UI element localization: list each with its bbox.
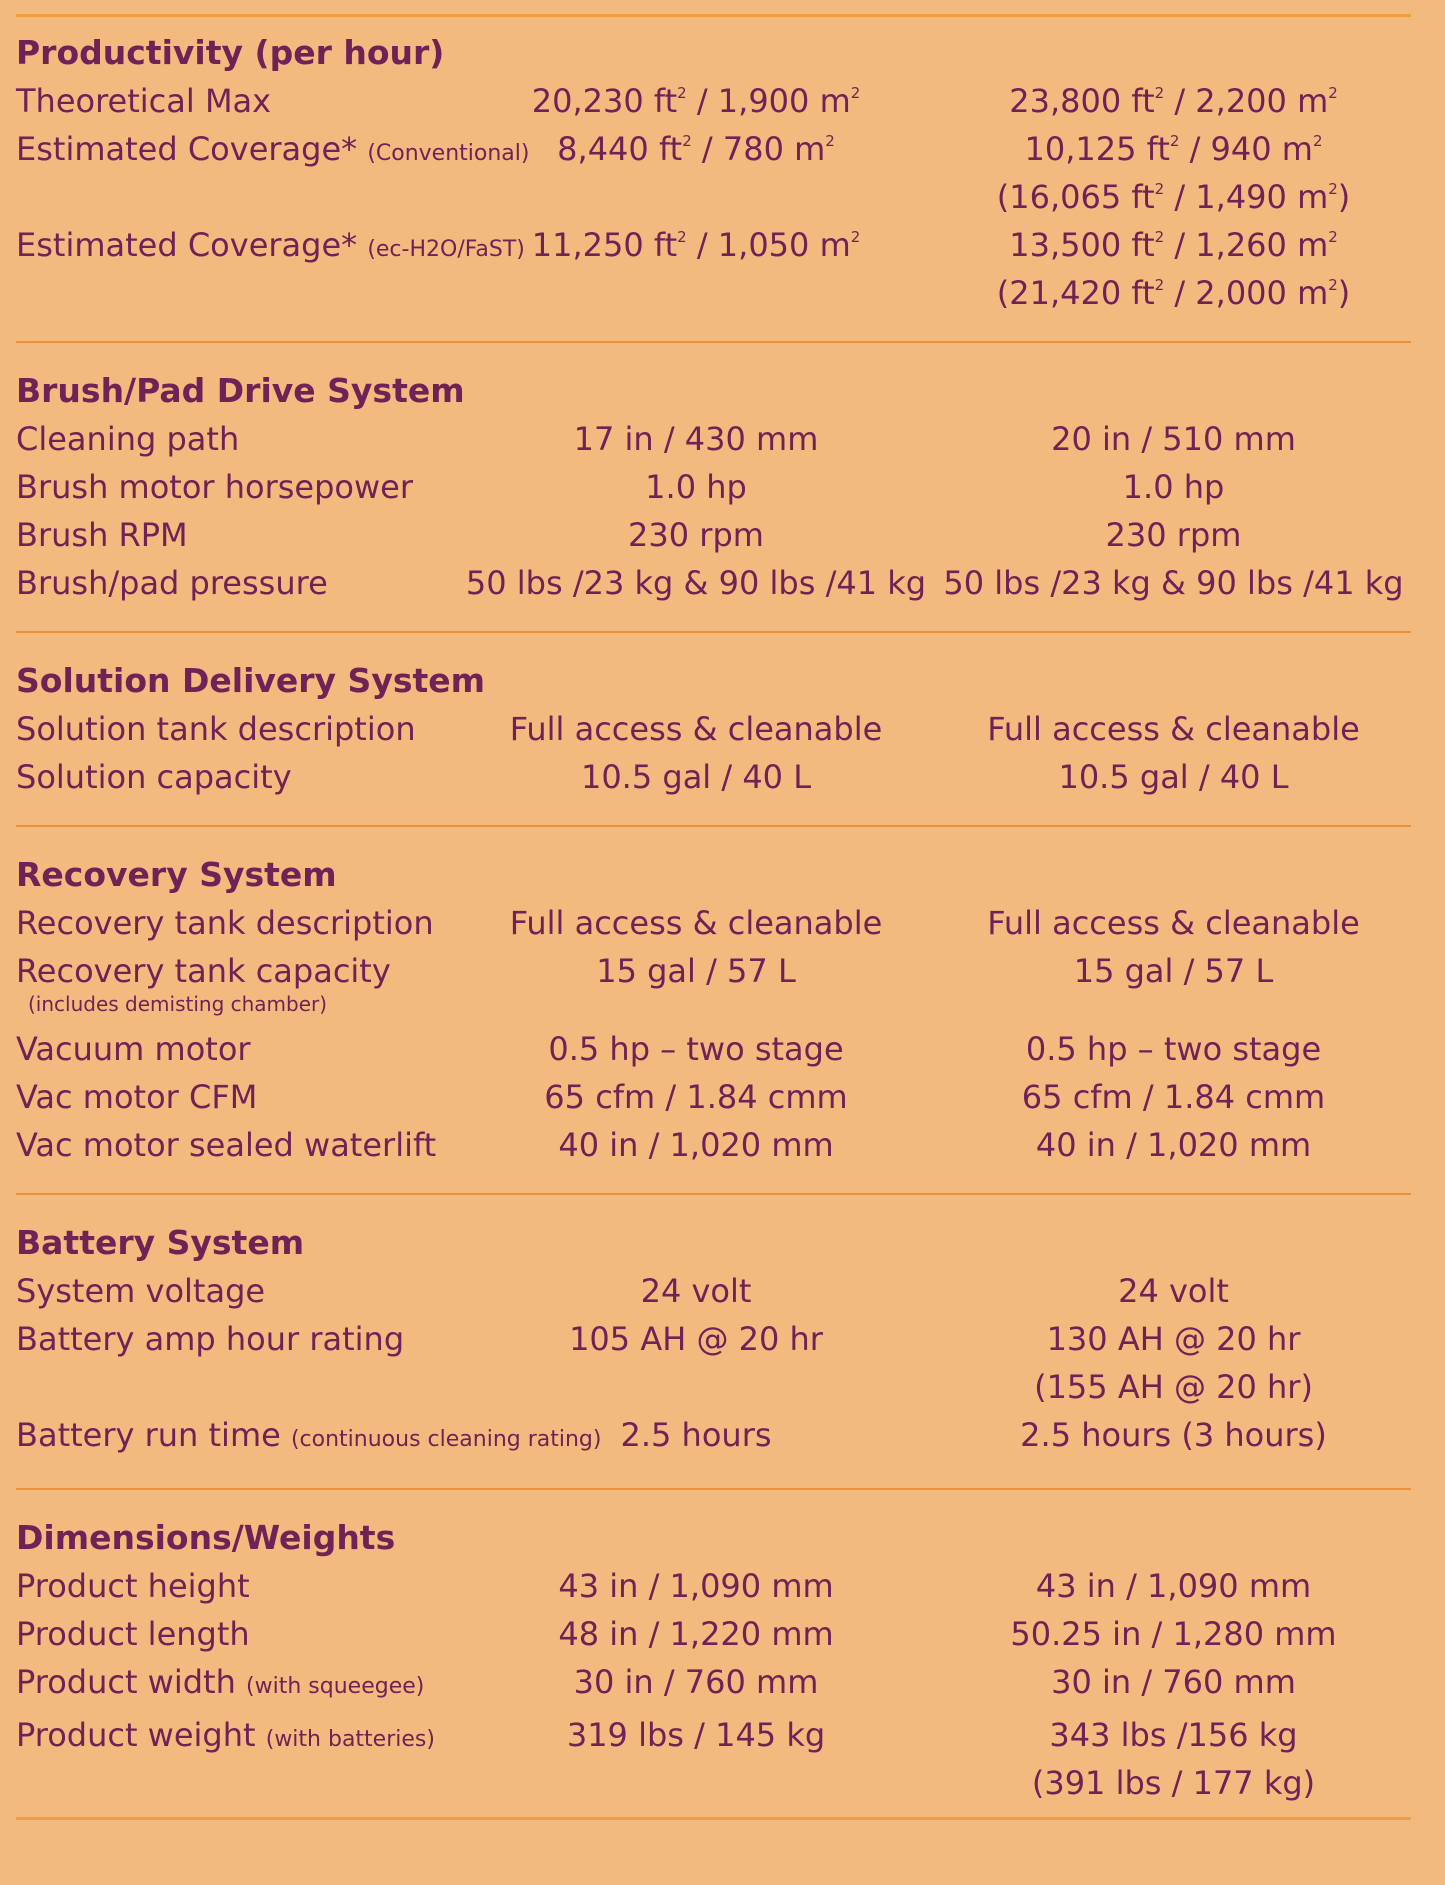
section-title: Solution Delivery System [16, 661, 486, 700]
model-a-value [456, 463, 936, 511]
value-line: 20 in / 510 mm [1051, 420, 1296, 458]
value-line: 10,125 $ft^2 / 940$ $m^2$ [1024, 130, 1323, 168]
spec-row [16, 1073, 1411, 1121]
spec-section [16, 1514, 1411, 1807]
spec-label [16, 1121, 456, 1169]
model-a-value [456, 1073, 936, 1121]
spec-label [16, 1562, 456, 1610]
spec-row [16, 1025, 1411, 1073]
model-b-value [936, 1025, 1411, 1073]
spec-label-text: Recovery tank capacity [16, 952, 391, 990]
spec-label [16, 463, 456, 511]
model-b-value [936, 705, 1411, 753]
value-line: (391 lbs / 177 kg) [1031, 1764, 1316, 1802]
model-b-value [936, 753, 1411, 801]
value-line: 230 rpm [1105, 516, 1242, 554]
value-line: 343 lbs /156 kg [1049, 1716, 1298, 1754]
spec-row [16, 1315, 1411, 1411]
model-a-value [456, 1267, 936, 1315]
section-title: Dimensions/Weights [16, 1518, 396, 1557]
spec-label-text: Estimated Coverage* [16, 130, 358, 168]
section-divider [16, 1193, 1411, 1195]
spec-label [16, 511, 456, 559]
spec-section [16, 367, 1411, 607]
model-a-value [456, 1121, 936, 1169]
value-line: 50.25 in / 1,280 mm [1010, 1615, 1337, 1653]
value-line: 10.5 gal / 40 L [580, 758, 812, 796]
model-b-value [936, 1411, 1411, 1459]
spec-section [16, 851, 1411, 1169]
value-line: 43 in / 1,090 mm [558, 1567, 834, 1605]
spec-label-text: Estimated Coverage* [16, 226, 358, 264]
spec-label-text: Battery amp hour rating [16, 1320, 405, 1358]
spec-row [16, 1562, 1411, 1610]
value-line: 48 in / 1,220 mm [558, 1615, 834, 1653]
spec-sections [16, 29, 1411, 1807]
spec-label [16, 221, 525, 274]
model-a-value [456, 1610, 936, 1658]
value-line: Full access & cleanable [509, 710, 883, 748]
value-line: 50 lbs /23 kg & 90 lbs /41 kg [943, 564, 1404, 602]
spec-row [16, 125, 1411, 221]
spec-label [16, 1711, 456, 1764]
spec-label-text: Brush/pad pressure [16, 564, 328, 602]
model-b-value [936, 559, 1411, 607]
value-line: 0.5 hp – two stage [548, 1030, 844, 1068]
spec-row [16, 1610, 1411, 1658]
section-divider [16, 1488, 1411, 1490]
model-b-value [936, 77, 1411, 125]
value-line: 2.5 hours (3 hours) [1020, 1416, 1327, 1454]
value-line: 24 volt [640, 1272, 752, 1310]
spec-row [16, 705, 1411, 753]
spec-label-text: Vacuum motor [16, 1030, 251, 1068]
spec-label-text: Product length [16, 1615, 250, 1653]
spec-row [16, 1711, 1411, 1807]
model-a-value [456, 1411, 936, 1459]
model-b-value [936, 511, 1411, 559]
value-line: 65 cfm / 1.84 cmm [1021, 1078, 1326, 1116]
model-b-value [936, 1267, 1411, 1315]
spec-label [16, 1025, 456, 1073]
value-line: 10.5 gal / 40 L [1058, 758, 1289, 796]
model-b-value [936, 947, 1411, 995]
model-a-value [456, 221, 936, 269]
model-a-value [456, 899, 936, 947]
model-b-value [936, 1610, 1411, 1658]
model-b-value [936, 1315, 1411, 1411]
value-line: 50 lbs /23 kg & 90 lbs /41 kg [465, 564, 927, 602]
value-line: 15 gal / 57 L [1073, 952, 1274, 990]
value-line: 230 rpm [628, 516, 764, 554]
spec-label [16, 1267, 456, 1315]
value-line: 1.0 hp [1122, 468, 1225, 506]
spec-label-text: Brush motor horsepower [16, 468, 413, 506]
spec-label-text: Recovery tank description [16, 904, 434, 942]
value-line: 105 AH @ 20 hr [569, 1320, 823, 1358]
value-line: 40 in / 1,020 mm [558, 1126, 834, 1164]
spec-row [16, 559, 1411, 607]
value-line: 65 cfm / 1.84 cmm [544, 1078, 848, 1116]
section-title: Brush/Pad Drive System [16, 371, 465, 410]
spec-label-text: Cleaning path [16, 420, 240, 458]
value-line: 319 lbs / 145 kg [566, 1716, 826, 1754]
model-a-value [456, 77, 936, 125]
spec-row [16, 1658, 1411, 1711]
value-line: 17 in / 430 mm [573, 420, 819, 458]
spec-section [16, 1219, 1411, 1464]
spec-label [16, 705, 456, 753]
spec-label [16, 415, 456, 463]
spec-label [16, 1073, 456, 1121]
spec-label [16, 1658, 456, 1711]
value-line: 30 in / 760 mm [573, 1663, 819, 1701]
value-line: (16,065 $ft^2 / 1,490$ $m^2$) [996, 178, 1351, 216]
value-line: 0.5 hp – two stage [1025, 1030, 1322, 1068]
spec-label-note: (with squeegee) [246, 1674, 425, 1699]
spec-section [16, 657, 1411, 801]
model-b-value [936, 125, 1411, 221]
value-line: 1.0 hp [645, 468, 747, 506]
spec-label-text: Battery run time [16, 1416, 281, 1454]
value-line: 43 in / 1,090 mm [1035, 1567, 1312, 1605]
value-line: (155 AH @ 20 hr) [1034, 1368, 1313, 1406]
spec-row [16, 947, 1411, 1025]
section-divider [16, 631, 1411, 633]
spec-label-text: Vac motor CFM [16, 1078, 258, 1116]
spec-label-note: (Conventional) [367, 141, 530, 166]
spec-label [16, 1411, 602, 1464]
spec-label-text: Product height [16, 1567, 250, 1605]
spec-label [16, 899, 456, 947]
section-divider [16, 825, 1411, 827]
spec-row [16, 463, 1411, 511]
spec-label-text: Product weight [16, 1716, 256, 1754]
spec-label-note: (ec-H2O/FaST) [367, 237, 525, 262]
spec-label-text: Solution capacity [16, 758, 292, 796]
model-a-value [456, 415, 936, 463]
spec-label-note: (continuous cleaning rating) [290, 1427, 602, 1452]
model-a-value [456, 1658, 936, 1706]
model-b-value [936, 463, 1411, 511]
value-line: 11,250 $ft^2 / 1,050$ $m^2$ [531, 226, 861, 264]
section-title: Recovery System [16, 855, 337, 894]
value-line: Full access & cleanable [987, 904, 1360, 942]
value-line: 30 in / 760 mm [1051, 1663, 1296, 1701]
value-line: 2.5 hours [620, 1416, 772, 1454]
spec-row [16, 1267, 1411, 1315]
model-a-value [456, 705, 936, 753]
model-b-value [936, 1121, 1411, 1169]
spec-row [16, 899, 1411, 947]
model-b-value [936, 415, 1411, 463]
value-line: Full access & cleanable [987, 710, 1360, 748]
model-a-value [456, 1711, 936, 1759]
value-line: 15 gal / 57 L [596, 952, 796, 990]
spec-row [16, 511, 1411, 559]
spec-label [16, 1610, 456, 1658]
section-title: Battery System [16, 1223, 305, 1262]
model-a-value [456, 1315, 936, 1363]
spec-label-text: Solution tank description [16, 710, 416, 748]
section-title: Productivity (per hour) [16, 33, 445, 72]
model-b-value [936, 1711, 1411, 1807]
value-line: 20,230 $ft^2 / 1,900$ $m^2$ [531, 82, 861, 120]
spec-label-text: Theoretical Max [16, 82, 272, 120]
spec-row [16, 77, 1411, 125]
spec-label-note: (with batteries) [265, 1727, 435, 1752]
spec-label [16, 753, 456, 801]
model-a-value [456, 753, 936, 801]
spec-row [16, 753, 1411, 801]
spec-row [16, 1411, 1411, 1464]
spec-label-text: Product width [16, 1663, 236, 1701]
spec-row [16, 221, 1411, 317]
model-b-value [936, 1562, 1411, 1610]
spec-label-text: System voltage [16, 1272, 266, 1310]
value-line: 23,800 $ft^2 / 2,200$ $m^2$ [1009, 82, 1338, 120]
spec-label-text: Vac motor sealed waterlift [16, 1126, 437, 1164]
spec-label [16, 1315, 456, 1363]
spec-label [16, 125, 530, 178]
spec-sublabel: (includes demisting chamber) [28, 992, 328, 1016]
value-line: 8,440 $ft^2 / 780$ $m^2$ [557, 130, 835, 168]
value-line: (21,420 $ft^2 / 2,000$ $m^2$) [996, 274, 1351, 312]
model-a-value [456, 511, 936, 559]
model-b-value [936, 899, 1411, 947]
section-divider [16, 341, 1411, 343]
spec-label [16, 947, 456, 1015]
value-line: 24 volt [1118, 1272, 1229, 1310]
model-b-value [936, 1658, 1411, 1706]
spec-label [16, 77, 456, 125]
model-b-value [936, 221, 1411, 317]
model-b-value [936, 1073, 1411, 1121]
spec-section [16, 29, 1411, 317]
value-line: 40 in / 1,020 mm [1035, 1126, 1312, 1164]
top-rule [16, 14, 1411, 17]
model-a-value [456, 947, 936, 995]
model-a-value [456, 1025, 936, 1073]
bottom-rule [16, 1817, 1411, 1820]
spec-row [16, 415, 1411, 463]
value-line: 130 AH @ 20 hr [1046, 1320, 1301, 1358]
spec-label [16, 559, 456, 607]
model-a-value [456, 125, 936, 173]
spec-label-text: Brush RPM [16, 516, 188, 554]
model-a-value [456, 559, 936, 607]
spec-row [16, 1121, 1411, 1169]
value-line: Full access & cleanable [509, 904, 883, 942]
value-line: 13,500 $ft^2 / 1,260$ $m^2$ [1009, 226, 1338, 264]
model-a-value [456, 1562, 936, 1610]
